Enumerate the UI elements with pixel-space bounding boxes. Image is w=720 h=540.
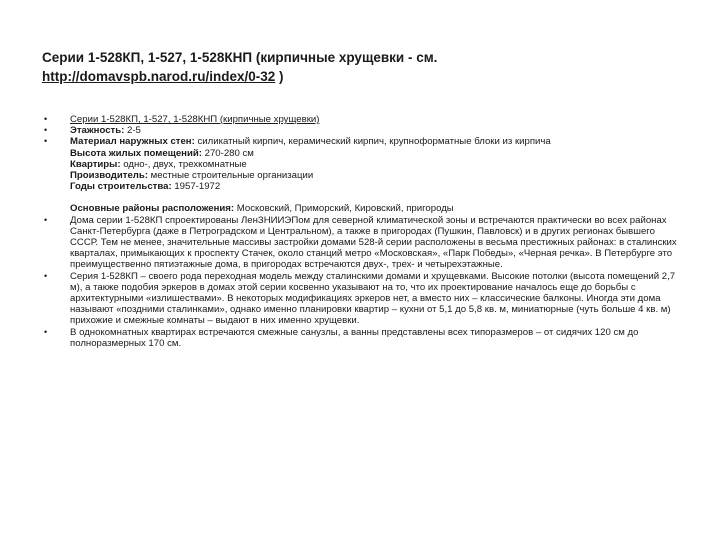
list-item [44, 271, 684, 327]
floors-label: Этажность: [70, 125, 125, 137]
title-link[interactable]: http://domavspb.narod.ru/index/0-32 [42, 69, 276, 84]
walls-value: силикатный кирпич, керамический кирпич, крупноформатные блоки из кирпича [197, 136, 551, 148]
years-label: Годы строительства: [70, 181, 172, 193]
height-label: Высота жилых помещений: [70, 147, 202, 159]
bullet-icon: • [44, 114, 48, 124]
slide-title [42, 48, 682, 86]
bullet-icon: • [44, 215, 48, 226]
series-heading: Серии 1-528КП, 1-527, 1-528КНП (кирпичные хрущевки) [70, 114, 320, 125]
bullet-list [44, 114, 684, 349]
bathrooms-text: В однокомнатных квартирах встречаются смежные санузлы, а ванны представлены всех типоразмеров – от сидячих 120 см до полноразмерных 170 см. [70, 326, 639, 349]
districts-text: Дома серии 1-528КП спроектированы ЛенЗНИИЭПом для северной климатической зоны и встречаются практически во всех районах Санкт-Петербурга (даже в Петроградском и Центральном), а также в пригородах (Пушкин, Павловск) и в других регионах бывшего СССР. Тем не менее, значительные массивы застройки домами 528-й серии расположены в весьма престижных районах: в сталинских кварталах, примыкающих к проспекту Стачек, около станций метро «Московская», «Парк Победы», «Черная речка». В Петербурге это преимущественно пятиэтажные дома, в пригородах встречаются двух-, трех- и четырехэтажные. [70, 214, 677, 271]
title-link-suffix: ) [279, 69, 284, 84]
floors-value: 2-5 [127, 125, 141, 137]
list-item [44, 327, 684, 349]
walls-label: Материал наружных стен: [70, 136, 195, 148]
years-value: 1957-1972 [174, 181, 221, 193]
series-description: Серия 1-528КП – своего рода переходная модель между сталинскими домами и хрущевками. Высокие потолки (высота помещений 2,7 м), а также подобия эркеров в домах этой серии косвенно указывают на то, что их проектирование началось еще до борьбы с архитектурными «излишествами». В некоторых модификациях эркеров нет, а вместо них – классические балконы. Иногда эти дома называют «поздними сталинками», однако именно планировки квартир – кухни от 5,1 до 5,8 кв. м, миниатюрные (чуть больше 4 кв. м) прихожие и смежные комнаты – выдают в них именно хрущевки. [70, 270, 676, 327]
districts-label: Основные районы расположения: [70, 203, 235, 215]
height-value: 270-280 см [204, 147, 254, 159]
bullet-icon: • [44, 270, 48, 281]
title-text: Серии 1-528КП, 1-527, 1-528КНП (кирпичные хрущевки - см. [42, 50, 438, 65]
bullet-icon: • [44, 125, 48, 136]
bullet-icon: • [44, 136, 48, 147]
bullet-icon: • [44, 326, 48, 337]
list-item [44, 203, 684, 270]
producer-label: Производитель: [70, 170, 148, 182]
list-item [44, 136, 684, 192]
apartments-value: одно-, двух, трехкомнатные [123, 158, 247, 170]
districts-value: Московский, Приморский, Кировский, пригороды [236, 203, 454, 215]
apartments-label: Квартиры: [70, 158, 121, 170]
list-item [44, 114, 684, 125]
producer-value: местные строительные организации [150, 170, 314, 182]
list-item [44, 125, 684, 136]
